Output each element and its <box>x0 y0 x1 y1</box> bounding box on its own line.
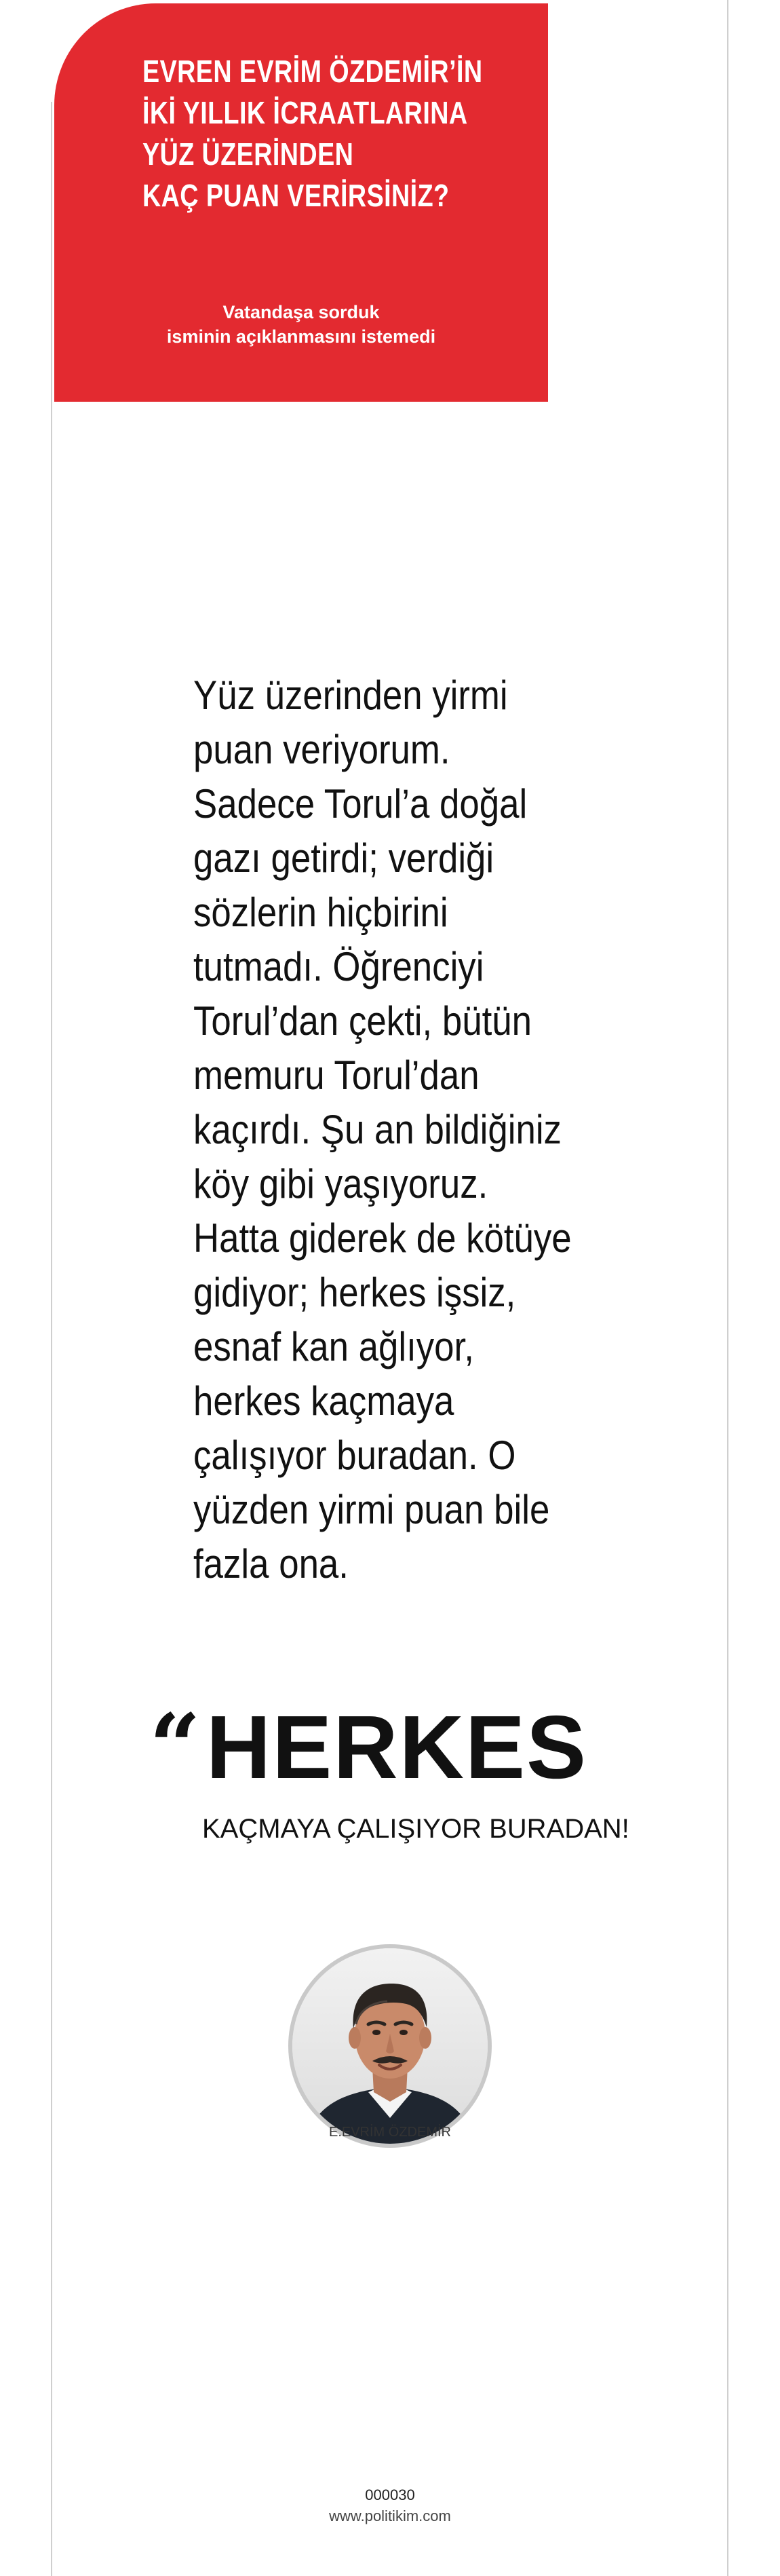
answer-line: gazı getirdi; verdiği <box>193 835 494 881</box>
answer-line: köy gibi yaşıyoruz. <box>193 1161 488 1207</box>
question-line: YÜZ ÜZERİNDEN <box>142 136 354 172</box>
answer-body <box>193 668 581 1591</box>
answer-line: gidiyor; herkes işsiz, <box>193 1270 516 1315</box>
answer-line: fazla ona. <box>193 1541 349 1587</box>
pull-quote-subline: KAÇMAYA ÇALIŞIYOR BURADAN! <box>202 1814 629 1844</box>
subtitle-line: isminin açıklanmasını istemedi <box>166 326 436 347</box>
pull-quote-word: HERKES <box>206 1697 588 1797</box>
question-line: İKİ YILLIK İCRAATLARINA <box>142 95 468 130</box>
answer-line: sözlerin hiçbirini <box>193 890 448 935</box>
portrait-photo <box>288 1944 492 2148</box>
answer-line: puan veriyorum. <box>193 727 450 772</box>
site-url: www.politikim.com <box>329 2507 451 2524</box>
subtitle-line: Vatandaşa sorduk <box>222 302 380 322</box>
left-margin-rule <box>51 102 52 2576</box>
answer-line: tutmadı. Öğrenciyi <box>193 944 484 989</box>
portrait-caption: E.EVRİM ÖZDEMİR <box>328 2125 451 2140</box>
question-heading <box>142 51 483 216</box>
answer-line: çalışıyor buradan. O <box>193 1433 516 1478</box>
answer-line: herkes kaçmaya <box>193 1378 454 1424</box>
question-line: EVREN EVRİM ÖZDEMİR’İN <box>142 54 483 89</box>
page-number: 000030 <box>365 2486 415 2503</box>
answer-line: memuru Torul’dan <box>193 1053 480 1098</box>
answer-line: Torul’dan çekti, bütün <box>193 998 532 1044</box>
question-line: KAÇ PUAN VERİRSİNİZ? <box>142 178 450 213</box>
portrait-illustration <box>292 1948 488 2144</box>
pull-quote-headline <box>149 1694 588 1800</box>
right-margin-rule <box>727 0 728 2576</box>
answer-line: kaçırdı. Şu an bildiğiniz <box>193 1107 562 1152</box>
answer-line: Yüz üzerinden yirmi <box>193 673 508 718</box>
question-header-box <box>54 3 548 402</box>
answer-line: esnaf kan ağlıyor, <box>193 1324 474 1369</box>
answer-line: yüzden yirmi puan bile <box>193 1487 550 1532</box>
answer-line: Hatta giderek de kötüye <box>193 1215 572 1261</box>
answer-line: Sadece Torul’a doğal <box>193 781 528 827</box>
question-subtitle <box>54 300 548 349</box>
quote-mark-icon: “ <box>149 1694 202 1800</box>
